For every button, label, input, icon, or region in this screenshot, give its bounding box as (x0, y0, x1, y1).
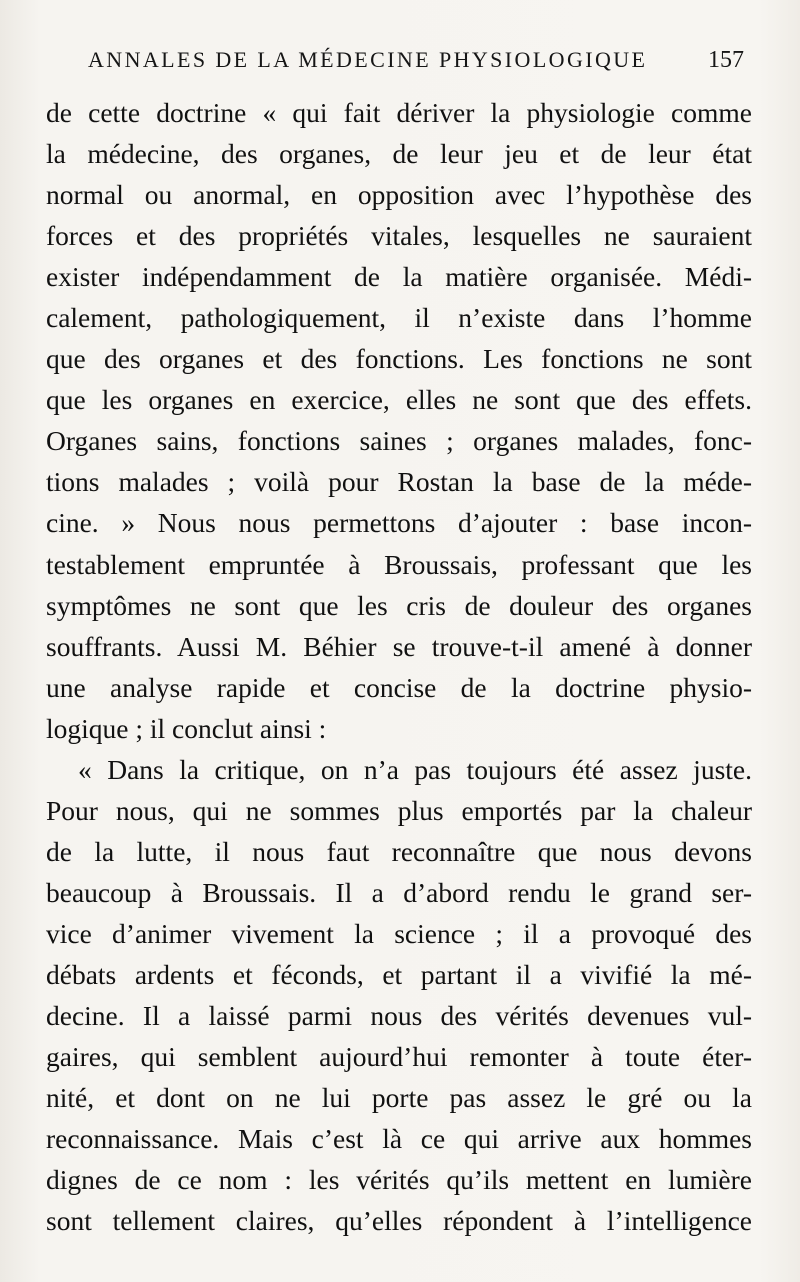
text-line: que les organes en exercice, elles ne sont que des effets. (46, 384, 752, 416)
text-line: calement, pathologiquement, il n’existe dans l’homme (46, 302, 752, 334)
text-line: de la lutte, il nous faut reconnaître que nous devons (46, 835, 752, 867)
text-line: tions malades ; voilà pour Rostan la base de la méde- (46, 466, 752, 498)
text-line: reconnaissance. Mais c’est là ce qui arrive aux hommes (46, 1123, 752, 1155)
text-line: dignes de ce nom : les vérités qu’ils mettent en lumière (46, 1164, 752, 1196)
running-title: ANNALES DE LA MÉDECINE PHYSIOLOGIQUE (88, 47, 648, 72)
text-line: débats ardents et féconds, et partant il a vivifié la mé- (46, 958, 752, 990)
text-line: gaires, qui semblent aujourd’hui remonter à toute éter- (46, 1041, 752, 1073)
text-line: Pour nous, qui ne sommes plus emportés par la chaleur (46, 794, 752, 826)
text-line: exister indépendamment de la matière organisée. Médi- (46, 261, 752, 293)
text-line: forces et des propriétés vitales, lesquelles ne sauraient (46, 220, 752, 252)
text-line: Organes sains, fonctions saines ; organes malades, fonc- (46, 425, 752, 457)
page-number: 157 (708, 47, 744, 73)
text-line: testablement empruntée à Broussais, professant que les (46, 548, 752, 580)
text-line: nité, et dont on ne lui porte pas assez le gré ou la (46, 1082, 752, 1114)
text-line: souffrants. Aussi M. Béhier se trouve-t-il amené à donner (46, 630, 752, 662)
text-line: symptômes ne sont que les cris de douleur des organes (46, 589, 752, 621)
text-line: logique ; il conclut ainsi : (46, 712, 327, 744)
running-header (0, 42, 800, 78)
text-line: une analyse rapide et concise de la doctrine physio- (46, 671, 752, 703)
text-line: vice d’animer vivement la science ; il a provoqué des (46, 917, 752, 949)
text-line: decine. Il a laissé parmi nous des vérités devenues vul- (46, 1000, 752, 1032)
text-line: « Dans la critique, on n’a pas toujours été assez juste. (78, 753, 752, 785)
text-line: la médecine, des organes, de leur jeu et de leur état (46, 138, 752, 170)
text-line: de cette doctrine « qui fait dériver la physiologie comme (46, 97, 752, 128)
text-line: cine. » Nous nous permettons d’ajouter : base incon- (46, 507, 752, 539)
body-text (46, 92, 752, 1241)
text-line: sont tellement claires, qu’elles répondent à l’intelligence (46, 1205, 752, 1237)
text-line: normal ou anormal, en opposition avec l’hypothèse des (46, 179, 752, 211)
text-line: que des organes et des fonctions. Les fonctions ne sont (46, 343, 752, 375)
text-line: beaucoup à Broussais. Il a d’abord rendu le grand ser- (46, 876, 752, 908)
